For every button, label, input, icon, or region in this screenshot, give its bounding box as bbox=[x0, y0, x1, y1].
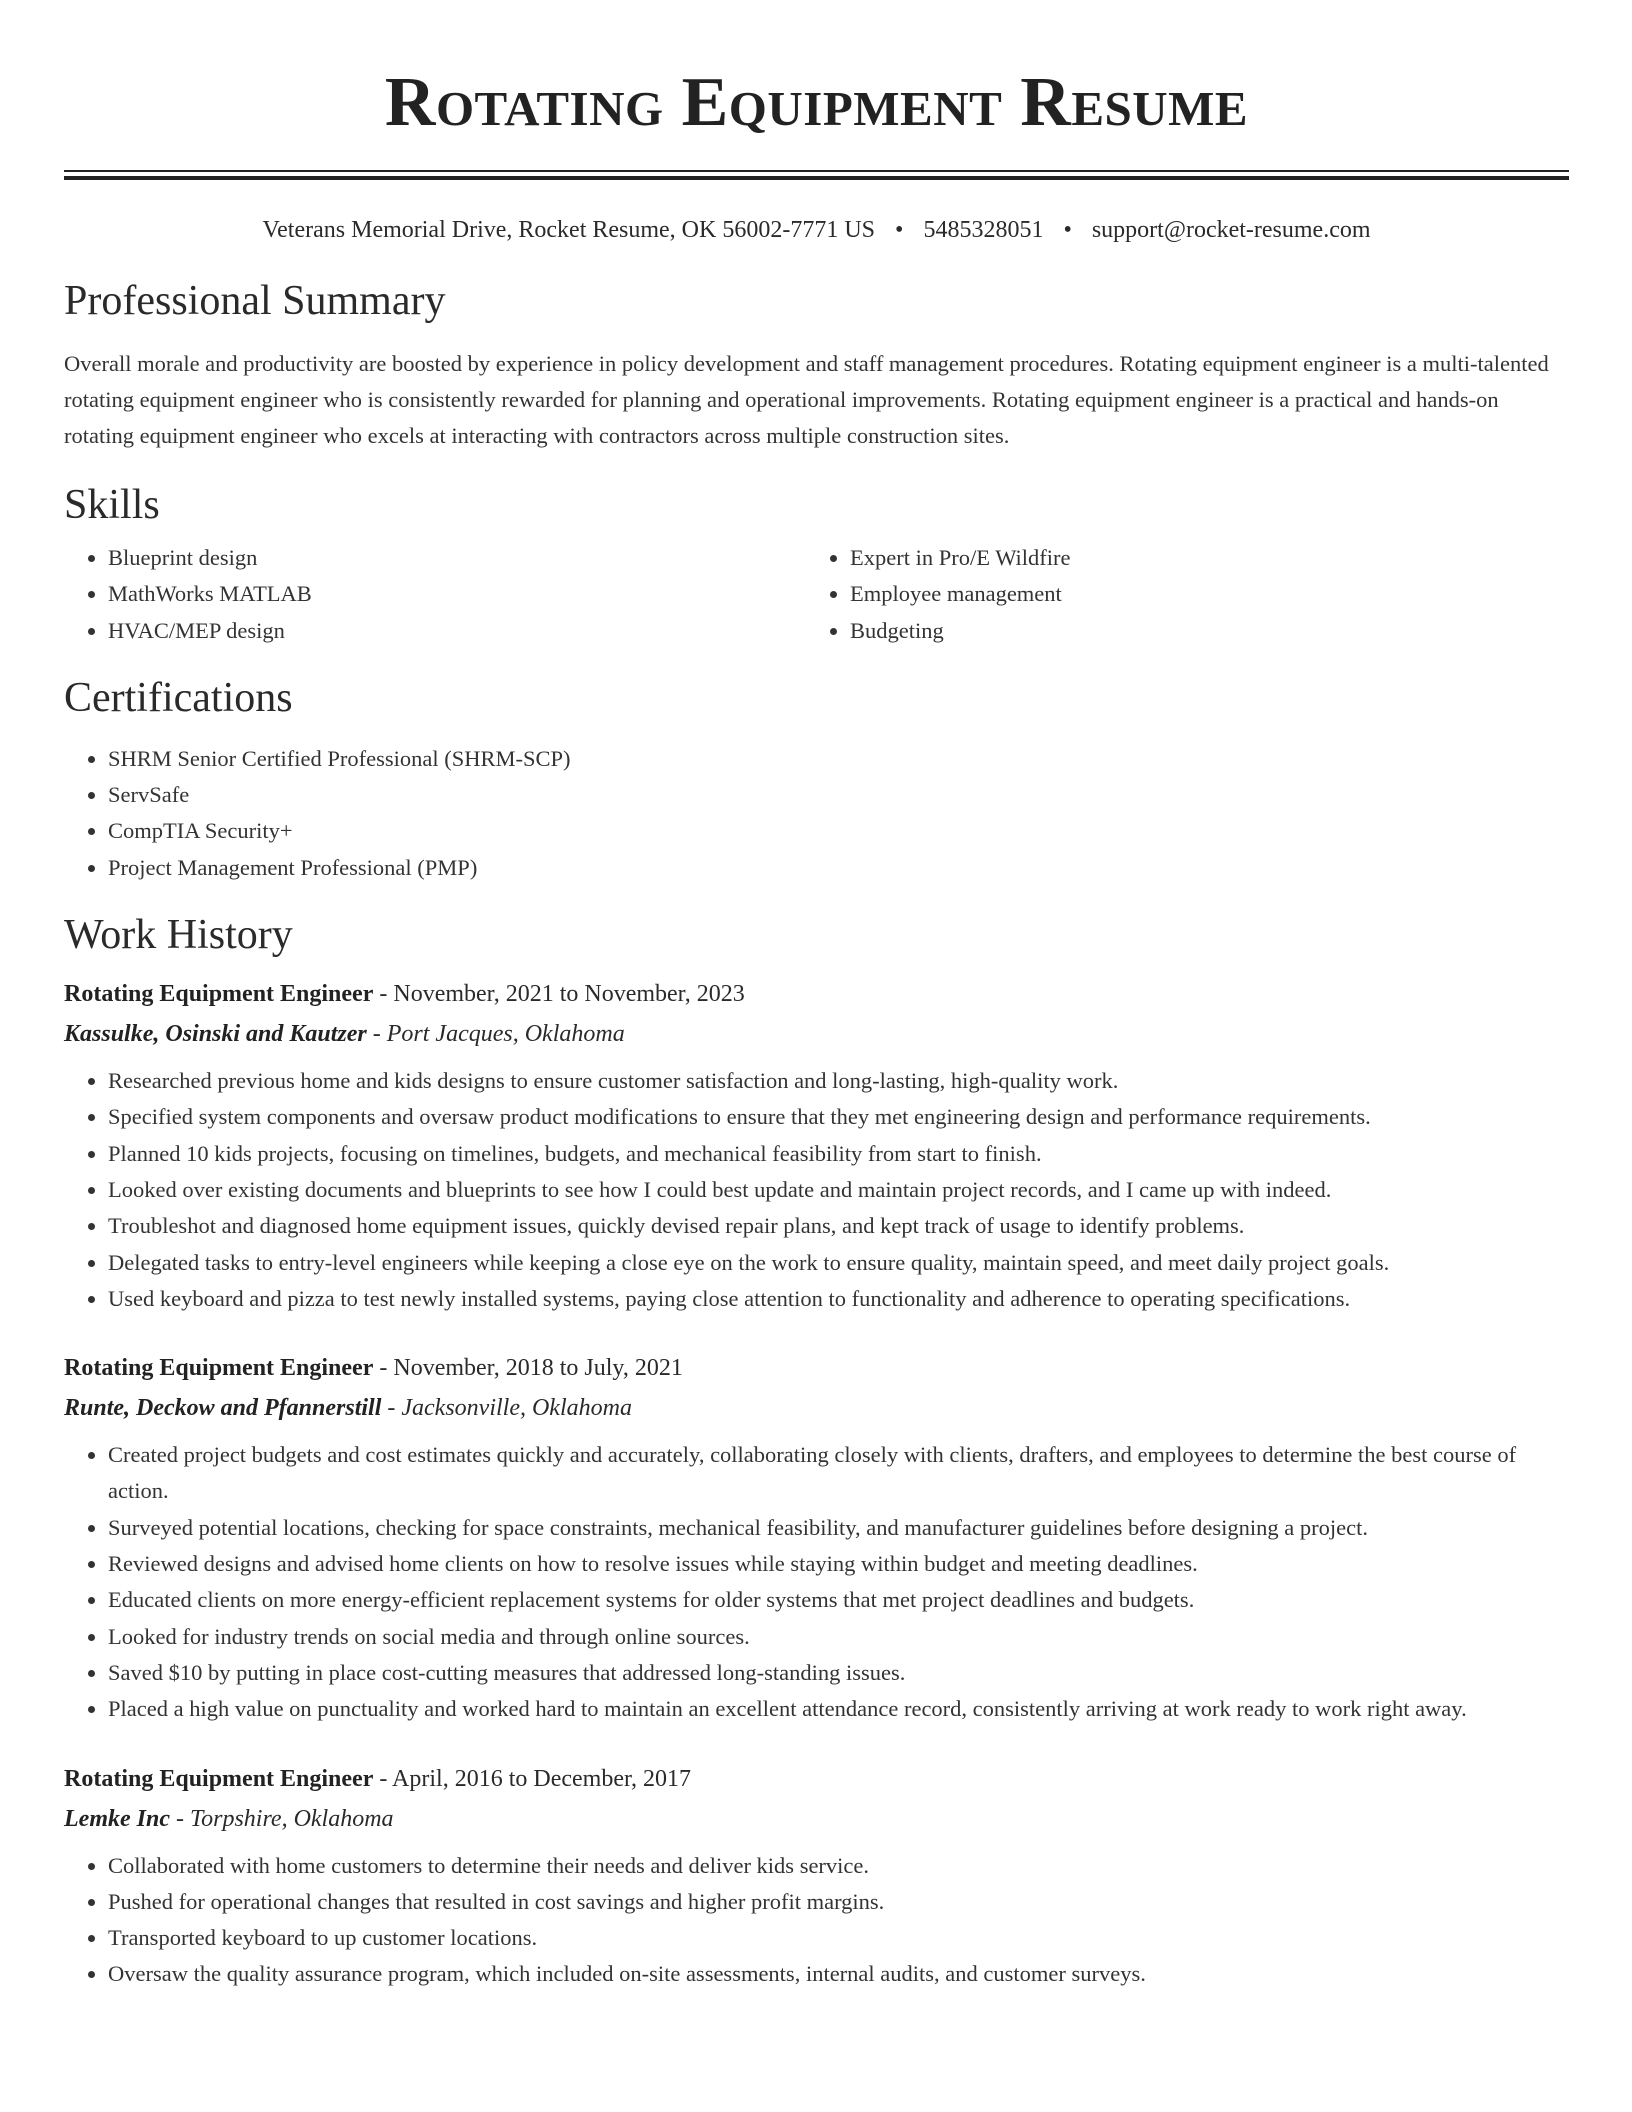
job-bullet-list bbox=[64, 1063, 1569, 1317]
job-bullet: • Delegated tasks to entry-level engineers while keeping a close eye on the work to ensure quality, maintain speed, and meet daily project goals. bbox=[108, 1245, 1569, 1281]
job-bullet-list bbox=[64, 1437, 1569, 1727]
resume-title: Rotating Equipment Resume bbox=[384, 64, 1249, 141]
job-bullet: • Troubleshot and diagnosed home equipment issues, quickly devised repair plans, and kept track of usage to identify problems. bbox=[108, 1208, 1569, 1244]
job-entry bbox=[64, 974, 1569, 1317]
job-bullet: • Pushed for operational changes that resulted in cost savings and higher profit margins. bbox=[108, 1884, 1569, 1920]
job-bullet: • Oversaw the quality assurance program, which included on-site assessments, internal audits, and customer surveys. bbox=[108, 1956, 1569, 1992]
job-bullet: • Looked over existing documents and blueprints to see how I could best update and maintain project records, and I came up with indeed. bbox=[108, 1172, 1569, 1208]
job-location: - Jacksonville, Oklahoma bbox=[381, 1395, 632, 1422]
job-bullet: • Educated clients on more energy-efficient replacement systems for older systems that met project deadlines and budgets. bbox=[108, 1582, 1569, 1618]
skill-item: • Blueprint design bbox=[108, 540, 806, 576]
job-bullet: • Collaborated with home customers to determine their needs and deliver kids service. bbox=[108, 1848, 1569, 1884]
job-entry bbox=[64, 1759, 1569, 1993]
skill-item: • Employee management bbox=[850, 576, 1613, 612]
contact-phone: 5485328051 bbox=[923, 217, 1044, 243]
job-entry bbox=[64, 1348, 1569, 1727]
job-header bbox=[64, 1759, 1569, 1799]
job-title: Rotating Equipment Engineer bbox=[64, 981, 374, 1008]
job-header bbox=[64, 1348, 1569, 1388]
job-title: Rotating Equipment Engineer bbox=[64, 1765, 374, 1792]
summary-section bbox=[64, 276, 1569, 454]
job-dates: - November, 2018 to July, 2021 bbox=[373, 1355, 683, 1382]
job-bullet: • Created project budgets and cost estimates quickly and accurately, collaborating closely with clients, drafters, and employees to determine the best course of action. bbox=[108, 1437, 1569, 1510]
contact-line bbox=[64, 214, 1569, 246]
contact-address: Veterans Memorial Drive, Rocket Resume, OK 56002-7771 US bbox=[262, 217, 876, 243]
job-location: - Torpshire, Oklahoma bbox=[169, 1805, 394, 1832]
certifications-section bbox=[64, 673, 1569, 886]
job-bullet: • Transported keyboard to up customer locations. bbox=[108, 1920, 1569, 1956]
title-divider bbox=[64, 170, 1569, 180]
skills-list-left bbox=[64, 540, 806, 649]
job-bullet: • Used keyboard and pizza to test newly installed systems, paying close attention to functionality and adherence to operating specifications. bbox=[108, 1281, 1569, 1317]
certifications-list bbox=[64, 741, 1569, 886]
job-location: - Port Jacques, Oklahoma bbox=[366, 1021, 625, 1048]
skill-item: • Expert in Pro/E Wildfire bbox=[850, 540, 1613, 576]
job-company-line bbox=[64, 1014, 1569, 1054]
job-dates: - April, 2016 to December, 2017 bbox=[373, 1765, 692, 1792]
job-bullet: • Placed a high value on punctuality and worked hard to maintain an excellent attendance record, consistently arriving at work ready to work right away. bbox=[108, 1691, 1569, 1727]
certification-item: • CompTIA Security+ bbox=[108, 813, 1569, 849]
job-company: Kassulke, Osinski and Kautzer bbox=[64, 1021, 367, 1048]
skill-item: • HVAC/MEP design bbox=[108, 613, 806, 649]
summary-text: Overall morale and productivity are boosted by experience in policy development and staff management procedures. Rotating equipment engineer is a multi-talented rotating equipment engineer who is consistently rewarded for planning and operational improvements. Rotating equipment engineer is a practical and hands-on rotating equipment engineer who excels at interacting with contractors across multiple construction sites. bbox=[64, 351, 1549, 448]
skill-item: • Budgeting bbox=[850, 613, 1613, 649]
certification-item: • Project Management Professional (PMP) bbox=[108, 850, 1569, 886]
job-bullet: • Saved $10 by putting in place cost-cutting measures that addressed long-standing issues. bbox=[108, 1655, 1569, 1691]
skill-item: • MathWorks MATLAB bbox=[108, 576, 806, 612]
job-company-line bbox=[64, 1799, 1569, 1839]
work-history-heading: Work History bbox=[64, 912, 293, 959]
job-title: Rotating Equipment Engineer bbox=[64, 1355, 374, 1382]
job-bullet: • Planned 10 kids projects, focusing on timelines, budgets, and mechanical feasibility from start to finish. bbox=[108, 1136, 1569, 1172]
work-history-section bbox=[64, 910, 1569, 1993]
job-bullet: • Reviewed designs and advised home clients on how to resolve issues while staying within budget and meeting deadlines. bbox=[108, 1546, 1569, 1582]
job-company: Runte, Deckow and Pfannerstill bbox=[64, 1395, 382, 1422]
job-bullet: • Looked for industry trends on social media and through online sources. bbox=[108, 1619, 1569, 1655]
skills-grid bbox=[64, 540, 1569, 649]
job-dates: - November, 2021 to November, 2023 bbox=[373, 981, 745, 1008]
summary-heading: Professional Summary bbox=[64, 278, 446, 324]
skills-list-right bbox=[806, 540, 1613, 649]
job-company-line bbox=[64, 1388, 1569, 1428]
skills-heading: Skills bbox=[64, 482, 160, 528]
certification-item: • ServSafe bbox=[108, 777, 1569, 813]
job-company: Lemke Inc bbox=[64, 1805, 170, 1832]
contact-separator: • bbox=[895, 217, 904, 243]
job-bullet: • Specified system components and oversaw product modifications to ensure that they met engineering design and performance requirements. bbox=[108, 1099, 1569, 1135]
job-header bbox=[64, 974, 1569, 1014]
job-bullet: • Surveyed potential locations, checking for space constraints, mechanical feasibility, and manufacturer guidelines before designing a project. bbox=[108, 1510, 1569, 1546]
contact-separator: • bbox=[1063, 217, 1072, 243]
skills-section bbox=[64, 480, 1569, 649]
contact-email[interactable]: support@rocket-resume.com bbox=[1091, 217, 1371, 243]
resume-page bbox=[64, 0, 1569, 1993]
certifications-heading: Certifications bbox=[64, 674, 293, 721]
job-bullet-list bbox=[64, 1848, 1569, 1993]
certification-item: • SHRM Senior Certified Professional (SHRM-SCP) bbox=[108, 741, 1569, 777]
job-bullet: • Researched previous home and kids designs to ensure customer satisfaction and long-lasting, high-quality work. bbox=[108, 1063, 1569, 1099]
